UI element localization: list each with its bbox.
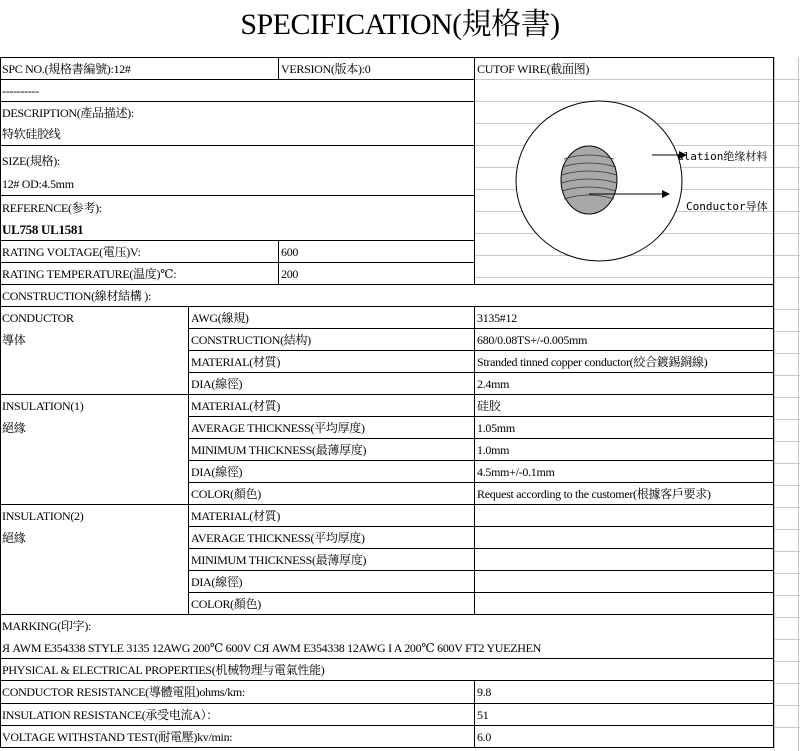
insulation1-row-value: 1.05mm	[477, 421, 515, 435]
table-border	[0, 725, 774, 726]
table-border	[278, 240, 279, 284]
property-value: 51	[477, 708, 489, 722]
grid-line	[774, 617, 800, 618]
grid-line	[774, 727, 800, 728]
reference-value: UL758 UL1581	[2, 222, 84, 237]
grid-line	[774, 463, 800, 464]
dashes: ----------	[2, 84, 39, 98]
grid-line	[774, 441, 800, 442]
conductor-row-label: CONSTRUCTION(結构)	[191, 333, 311, 347]
grid-line	[774, 573, 800, 574]
table-border	[188, 328, 774, 329]
marking-label: MARKING(印字):	[2, 619, 92, 633]
table-border	[0, 101, 474, 102]
table-border	[278, 57, 279, 79]
grid-line	[798, 57, 799, 751]
conductor-row-label: AWG(線規)	[191, 311, 249, 325]
description-value: 特软硅胶线	[2, 127, 61, 141]
grid-line	[774, 331, 800, 332]
table-border	[474, 306, 475, 614]
table-border	[188, 306, 189, 614]
grid-line	[774, 397, 800, 398]
conductor-row-value: 680/0.08TS+/-0.005mm	[477, 333, 588, 347]
grid-line	[774, 595, 800, 596]
table-border	[188, 482, 774, 483]
table-border	[474, 680, 475, 747]
insulation1-row-label: COLOR(顏色)	[191, 487, 261, 501]
cutoff-wire-title: CUTOF WIRE(截面图)	[477, 62, 590, 76]
description-label: DESCRIPTION(產品描述):	[2, 106, 134, 120]
table-border	[0, 195, 474, 196]
insulation2-row-label: MINIMUM THICKNESS(最薄厚度)	[191, 553, 367, 567]
grid-line	[774, 353, 800, 354]
conductor-label: Conductor导体	[686, 200, 768, 213]
table-border	[188, 416, 774, 417]
cross-section-diagram	[474, 79, 774, 284]
property-label: INSULATION RESISTANCE(承受电流A）：	[2, 708, 219, 722]
insulation2-row-label: DIA(線徑)	[191, 575, 243, 589]
table-border	[0, 658, 774, 659]
physical-properties-label: PHYSICAL & ELECTRICAL PROPERTIES(机械物理与電氣性能)	[2, 663, 325, 677]
insulation1-row-label: MINIMUM THICKNESS(最薄厚度)	[191, 443, 367, 457]
table-border	[0, 145, 474, 146]
grid-line	[774, 529, 800, 530]
grid-line	[774, 309, 800, 310]
rating-temperature-label: RATING TEMPERATURE(温度)℃:	[2, 267, 177, 281]
grid-line	[774, 507, 800, 508]
table-border	[0, 703, 774, 704]
grid-line	[774, 375, 800, 376]
property-value: 6.0	[477, 730, 492, 744]
property-label: CONDUCTOR RESISTANCE(導體電阻)ohms/km:	[2, 685, 245, 699]
insulation1-name: INSULATION(1)	[2, 399, 84, 413]
table-border	[0, 680, 774, 681]
insulation1-row-label: MATERIAL(材質)	[191, 399, 281, 413]
table-border	[188, 460, 774, 461]
table-border	[188, 438, 774, 439]
table-border	[0, 262, 474, 263]
construction-label: CONSTRUCTION(線材結構 ):	[2, 289, 151, 303]
table-border	[188, 350, 774, 351]
table-border	[0, 57, 774, 58]
table-border	[0, 79, 474, 80]
page-title: SPECIFICATION(規格書)	[240, 8, 560, 41]
table-border	[188, 372, 774, 373]
insulation1-row-label: AVERAGE THICKNESS(平均厚度)	[191, 421, 365, 435]
table-border	[188, 548, 774, 549]
size-label: SIZE(規格):	[2, 154, 60, 168]
table-border	[0, 747, 774, 748]
conductor-row-label: DIA(線徑)	[191, 377, 243, 391]
grid-line	[774, 683, 800, 684]
table-border	[188, 570, 774, 571]
grid-line	[774, 639, 800, 640]
size-value: 12# OD:4.5mm	[2, 177, 74, 191]
insulation2-row-label: AVERAGE THICKNESS(平均厚度)	[191, 531, 365, 545]
grid-line	[774, 661, 800, 662]
conductor-name-cn: 導体	[2, 333, 26, 347]
reference-label: REFERENCE(参考):	[2, 201, 102, 215]
property-label: VOLTAGE WITHSTAND TEST(耐電壓)kv/min:	[2, 730, 233, 744]
insulation2-name-cn: 絕緣	[2, 531, 26, 545]
conductor-row-label: MATERIAL(材質)	[191, 355, 281, 369]
grid-line	[774, 485, 800, 486]
insulation1-row-value: Request according to the customer(根據客戶要求)	[477, 487, 711, 501]
grid-line	[774, 551, 800, 552]
insulation1-row-value: 1.0mm	[477, 443, 510, 457]
table-border	[0, 394, 774, 395]
insulation1-name-cn: 絕緣	[2, 421, 26, 435]
table-border	[0, 240, 474, 241]
conductor-name: CONDUCTOR	[2, 311, 74, 325]
table-border	[0, 614, 774, 615]
grid-line	[774, 57, 775, 751]
insulation-label: ulation绝缘材料	[677, 150, 768, 163]
insulation2-row-label: COLOR(顏色)	[191, 597, 261, 611]
table-border	[188, 526, 774, 527]
rating-voltage-label: RATING VOLTAGE(電压)V:	[2, 245, 141, 259]
table-border	[0, 306, 774, 307]
rating-voltage-value: 600	[281, 245, 299, 259]
conductor-core	[561, 146, 617, 214]
grid-line	[774, 419, 800, 420]
table-border	[0, 504, 774, 505]
marking-value: Я AWM E354338 STYLE 3135 12AWG 200℃ 600V CЯ AWM E354338 12AWG I A 200℃ 600V FT2 YUEZHEN	[2, 641, 541, 655]
version: VERSION(版本):0	[281, 62, 371, 76]
rating-temperature-value: 200	[281, 267, 299, 281]
table-border	[188, 592, 774, 593]
grid-line	[774, 705, 800, 706]
conductor-row-value: Stranded tinned copper conductor(絞合鍍錫銅線)	[477, 355, 708, 369]
table-border	[0, 57, 1, 748]
insulation1-row-value: 硅胶	[477, 399, 501, 413]
insulation1-row-value: 4.5mm+/-0.1mm	[477, 465, 555, 479]
property-value: 9.8	[477, 685, 492, 699]
table-border	[0, 284, 774, 285]
insulation2-row-label: MATERIAL(材質)	[191, 509, 281, 523]
conductor-row-value: 3135#12	[477, 311, 517, 325]
spc-no: SPC NO.(規格書編號):12#	[2, 62, 131, 76]
conductor-row-value: 2.4mm	[477, 377, 510, 391]
insulation2-name: INSULATION(2)	[2, 509, 84, 523]
insulation1-row-label: DIA(線徑)	[191, 465, 243, 479]
